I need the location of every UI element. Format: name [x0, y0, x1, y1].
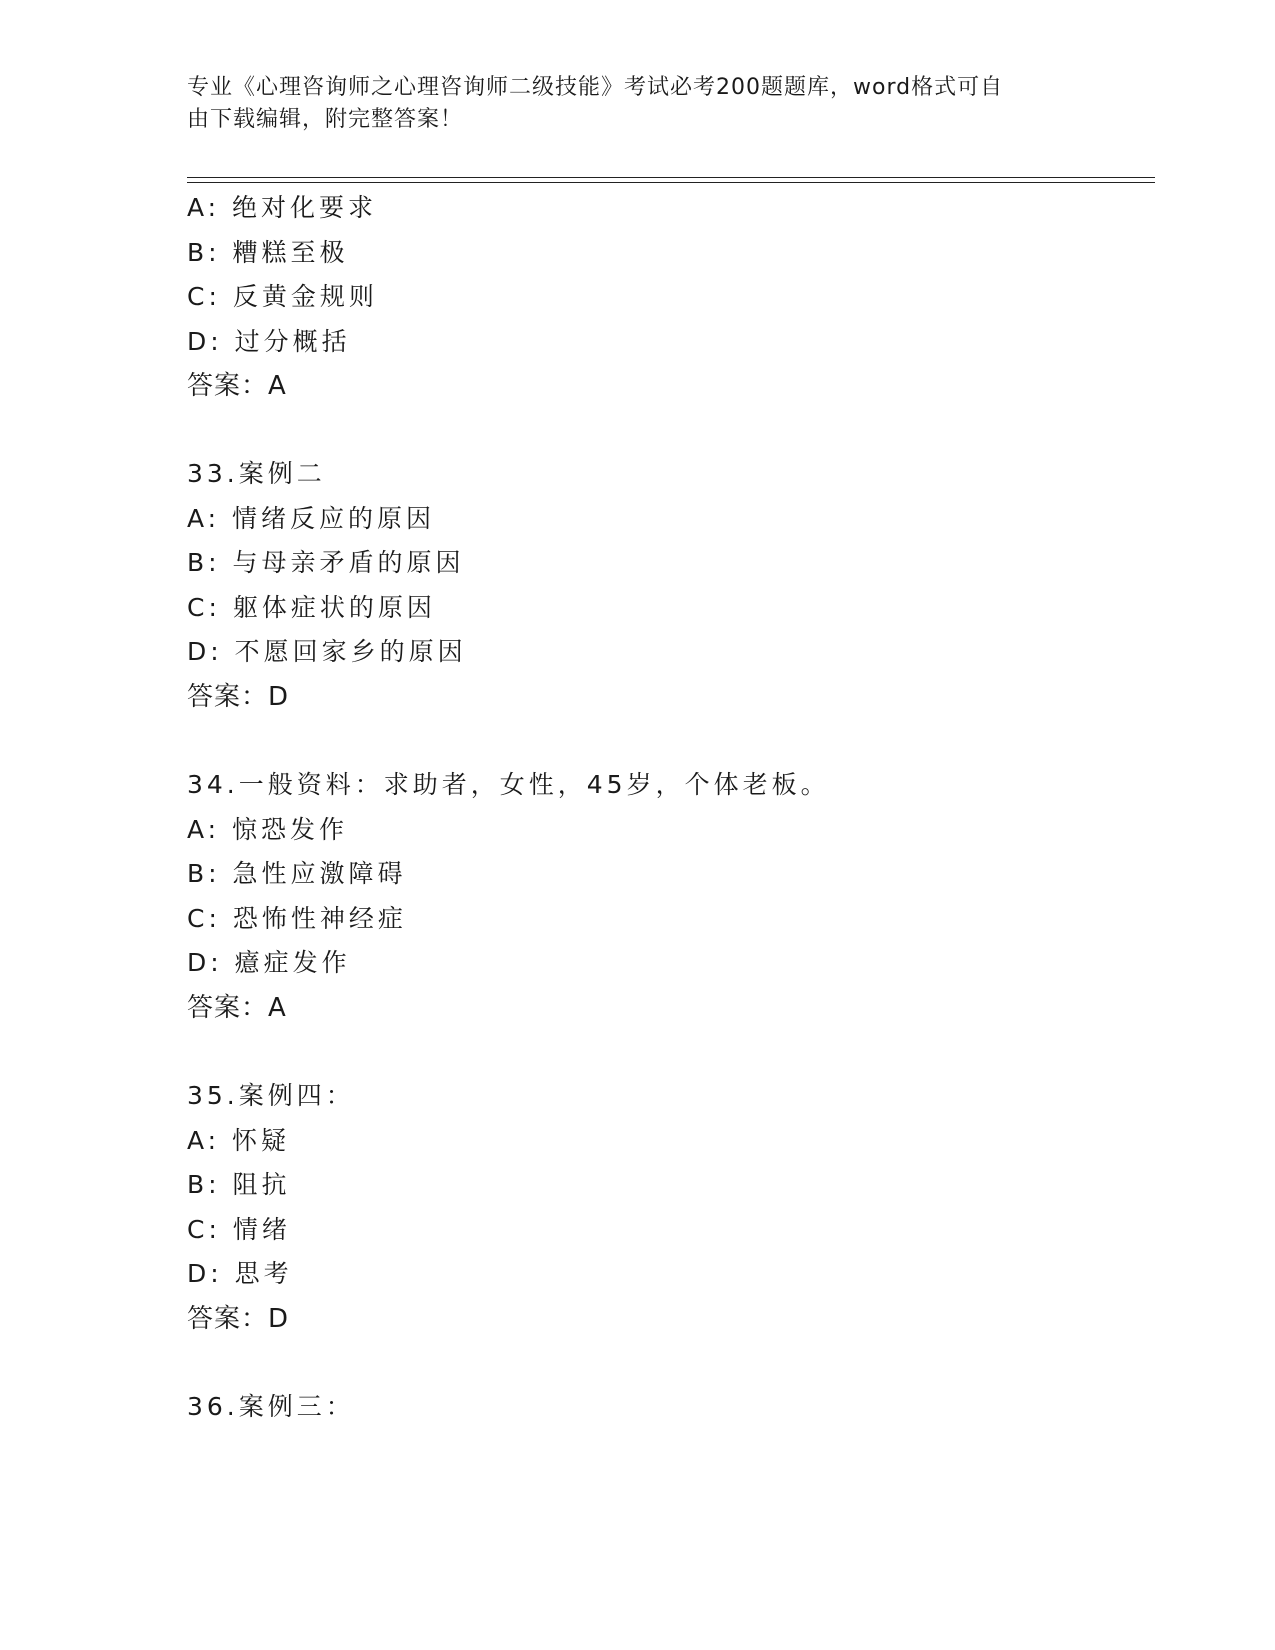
header-line-2: 由下载编辑，附完整答案！ — [187, 107, 464, 132]
option-d: D: 不愿回家乡的原因 — [187, 637, 467, 666]
question-title: 36.案例三： — [187, 1392, 355, 1421]
option-d: D: 思考 — [187, 1259, 293, 1288]
option-c: C: 情绪 — [187, 1215, 291, 1244]
question-title: 33.案例二 — [187, 459, 326, 488]
option-c: C: 躯体症状的原因 — [187, 593, 436, 622]
option-b: B: 糟糕至极 — [187, 238, 349, 267]
answer-line: 答案：D — [187, 682, 290, 712]
option-c: C: 恐怖性神经症 — [187, 904, 407, 933]
option-d: D: 过分概括 — [187, 327, 351, 356]
option-b: B: 急性应激障碍 — [187, 859, 407, 888]
option-a: A: 惊恐发作 — [187, 815, 349, 844]
answer-line: 答案：A — [187, 993, 287, 1023]
option-b: B: 与母亲矛盾的原因 — [187, 548, 465, 577]
question-title: 35.案例四： — [187, 1081, 355, 1110]
answer-line: 答案：D — [187, 1304, 290, 1334]
document-header — [187, 72, 1087, 136]
question-title: 34.一般资料：求助者，女性，45岁，个体老板。 — [187, 770, 830, 799]
option-b: B: 阻抗 — [187, 1170, 291, 1199]
header-line-1: 专业《心理咨询师之心理咨询师二级技能》考试必考200题题库，word格式可自 — [187, 75, 1004, 100]
option-a: A: 怀疑 — [187, 1126, 291, 1155]
option-a: A: 情绪反应的原因 — [187, 504, 436, 533]
option-d: D: 癔症发作 — [187, 948, 351, 977]
option-a: A: 绝对化要求 — [187, 193, 378, 222]
option-c: C: 反黄金规则 — [187, 282, 378, 311]
answer-line: 答案：A — [187, 371, 287, 401]
header-divider-bottom — [187, 182, 1155, 183]
header-divider-top — [187, 177, 1155, 178]
